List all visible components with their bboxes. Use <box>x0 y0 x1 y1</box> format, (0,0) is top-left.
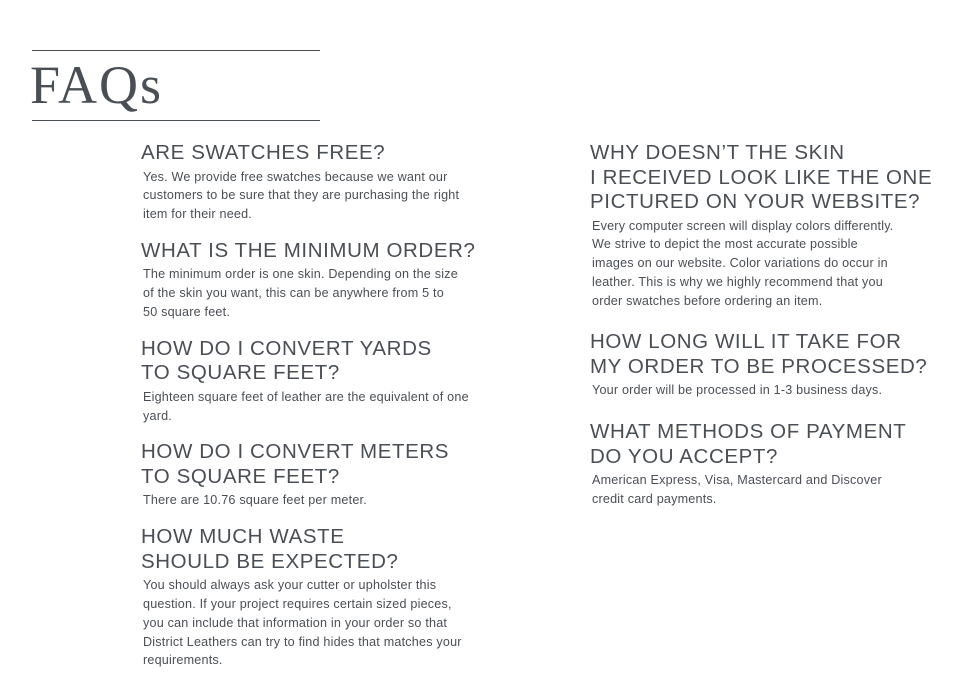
faq-question: HOW DO I CONVERT METERS TO SQUARE FEET? <box>141 440 450 488</box>
faq-answer: Yes. We provide free swatches because we want our customers to be sure that they are purchasing the right item for their need. <box>143 169 460 222</box>
faq-answer: The minimum order is one skin. Depending on the size of the skin you want, this can be anywhere from 5 to 50 square feet. <box>143 267 458 319</box>
faq-question: WHY DOESN’T THE SKIN I RECEIVED LOOK LIKE THE ONE PICTURED ON YOUR WEBSITE? <box>590 141 933 213</box>
faq-question: WHAT IS THE MINIMUM ORDER? <box>141 238 476 262</box>
faq-answer: Your order will be processed in 1-3 business days. <box>592 383 883 398</box>
faq-answer: Eighteen square feet of leather are the equivalent of one yard. <box>143 389 469 423</box>
faq-question: HOW LONG WILL IT TAKE FOR MY ORDER TO BE PROCESSED? <box>590 330 928 378</box>
faq-question: WHAT METHODS OF PAYMENT DO YOU ACCEPT? <box>590 420 907 468</box>
faq-column-left <box>141 141 511 670</box>
faq-question: HOW MUCH WASTE SHOULD BE EXPECTED? <box>141 525 399 573</box>
faq-question: HOW DO I CONVERT YARDS TO SQUARE FEET? <box>141 336 432 385</box>
faq-item-swatches <box>141 141 511 224</box>
faq-column-right <box>590 141 945 509</box>
faq-item-skin-appearance <box>590 141 945 310</box>
faq-item-waste <box>141 525 511 670</box>
faq-item-convert-meters <box>141 440 511 510</box>
faq-item-convert-yards <box>141 337 511 426</box>
title-rule-top <box>32 50 320 51</box>
title-rule-bottom <box>32 120 320 121</box>
faq-answer: There are 10.76 square feet per meter. <box>143 493 367 508</box>
page-title: FAQs <box>30 55 164 115</box>
faq-item-minimum-order <box>141 239 511 322</box>
faq-answer: Every computer screen will display colors differently. We strive to depict the most accurate possible images on our website. Color variations do occur in leather. This is why we highly recommend that you order swatches before ordering an item. <box>592 218 894 308</box>
faq-answer: American Express, Visa, Mastercard and Discover credit card payments. <box>592 473 882 507</box>
faq-question: ARE SWATCHES FREE? <box>141 141 386 164</box>
faq-item-payment-methods <box>590 420 945 509</box>
faq-answer: You should always ask your cutter or upholster this question. If your project requires certain sized pieces, you can include that information in your order so that District Leathers can try to find hides that matches your requirements. <box>143 578 462 668</box>
faq-item-processing-time <box>590 330 945 400</box>
